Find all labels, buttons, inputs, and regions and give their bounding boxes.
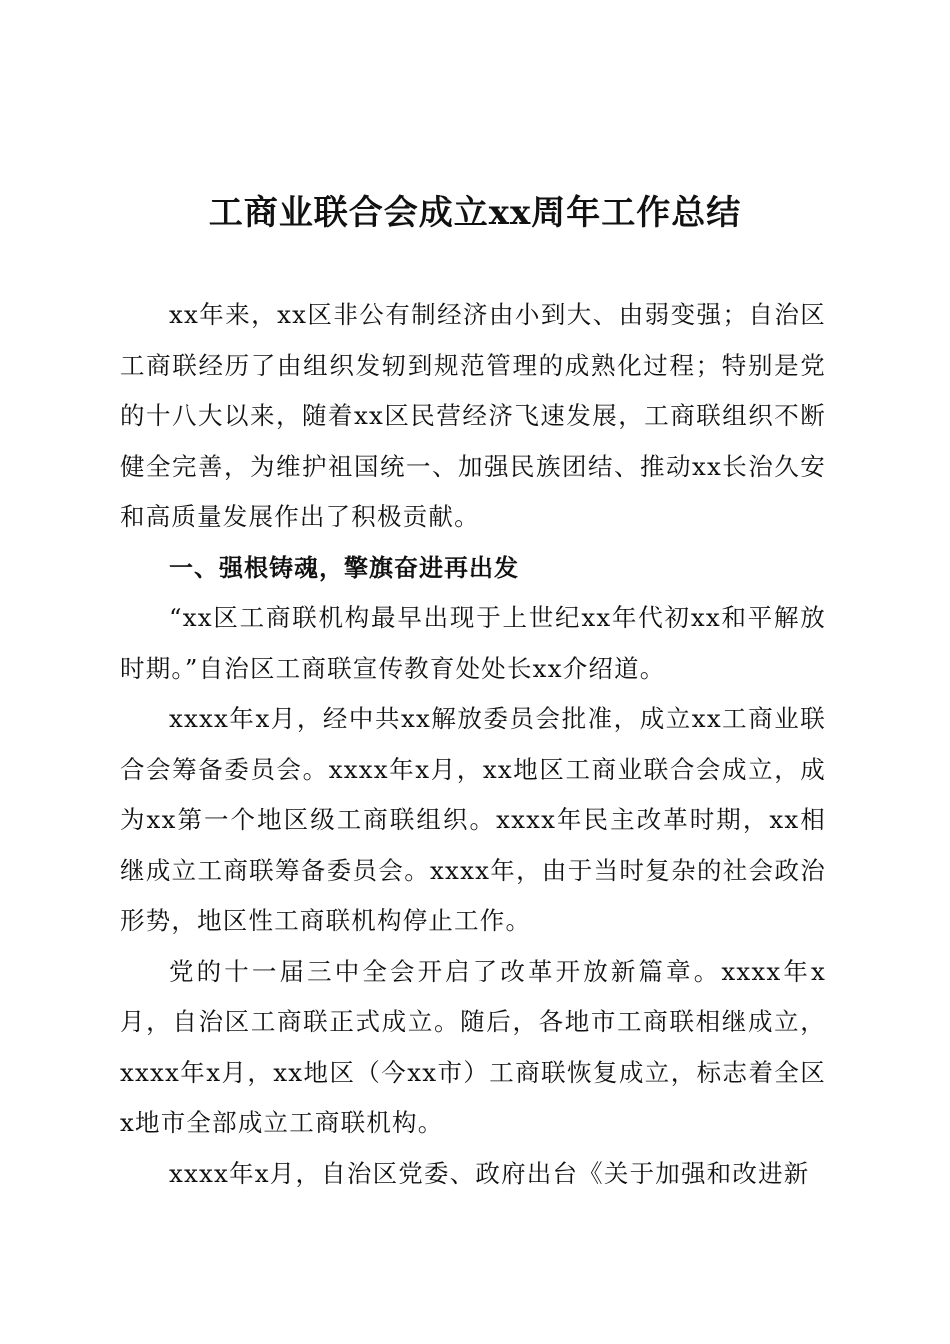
document-title: 工商业联合会成立xx周年工作总结 [208,193,742,233]
intro-paragraph: xx年来，xx区非公有制经济由小到大、由弱变强；自治区工商联经历了由组织发轫到规范管理的成熟化过程；特别是党的十八大以来，随着xx区民营经济飞速发展，工商联组织不断健全完善，为维护祖国统一、加强民族团结、推动xx长治久安和高质量发展作出了积极贡献。 [120,300,826,531]
section-heading: 一、强根铸魂，擎旗奋进再出发 [169,553,519,582]
body-paragraph: “xx区工商联机构最早出现于上世纪xx年代初xx和平解放时期。”自治区工商联宣传教育处处长xx介绍道。 [120,603,826,683]
body-paragraph: 党的十一届三中全会开启了改革开放新篇章。xxxx年x月，自治区工商联正式成立。随后，各地市工商联相继成立，xxxx年x月，xx地区（今xx市）工商联恢复成立，标志着全区x地市全部成立工商联机构。 [120,956,826,1137]
document-body [120,290,826,1199]
body-paragraph: xxxx年x月，自治区党委、政府出台《关于加强和改进新 [169,1158,810,1188]
body-paragraph: xxxx年x月，经中共xx解放委员会批准，成立xx工商业联合会筹备委员会。xxxx年x月，xx地区工商业联合会成立，成为xx第一个地区级工商联组织。xxxx年民主改革时期，xx相继成立工商联筹备委员会。xxxx年，由于当时复杂的社会政治形势，地区性工商联机构停止工作。 [120,704,826,935]
